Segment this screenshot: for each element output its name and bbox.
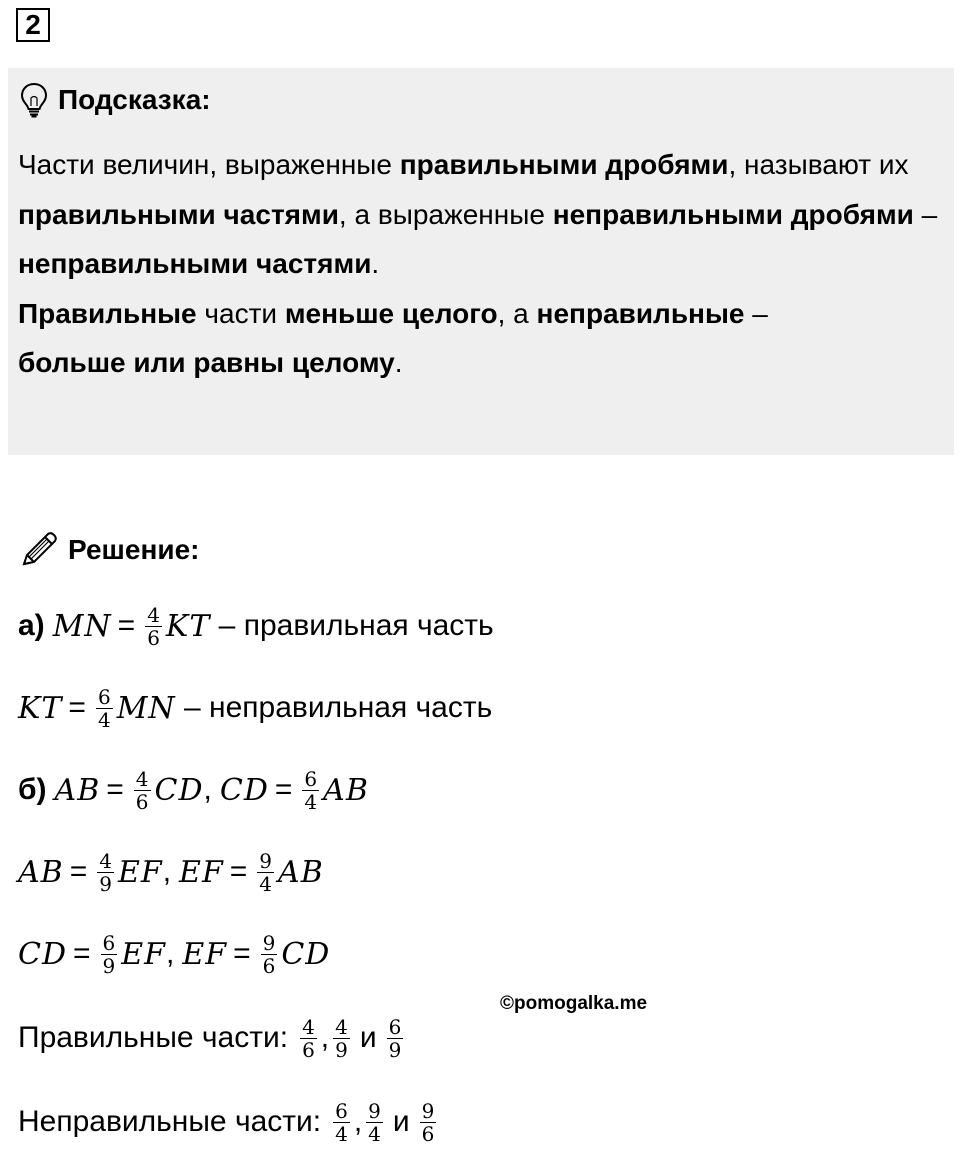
- fraction-numerator: 6: [304, 766, 318, 791]
- hint-term-proper-fractions: правильными дробями: [399, 149, 729, 180]
- fraction: [96, 686, 113, 731]
- fraction: [257, 850, 274, 895]
- fraction: [101, 932, 118, 977]
- fraction-denominator: 9: [335, 1037, 348, 1062]
- hint-text-segment: –: [913, 198, 938, 230]
- fraction-numerator: 9: [259, 848, 273, 873]
- fraction-denominator: 4: [335, 1121, 348, 1146]
- equals-sign: =: [106, 773, 124, 806]
- proper-parts-line: [18, 1008, 407, 1068]
- fraction-denominator: 9: [102, 953, 116, 978]
- solution-line-b3: [18, 924, 330, 984]
- fraction-numerator: 4: [335, 1014, 348, 1039]
- fraction-numerator: 4: [135, 766, 149, 791]
- hint-text-segment: Части величин, выраженные: [18, 149, 400, 180]
- separator: ,: [166, 937, 175, 970]
- line-comment: – неправильная часть: [175, 691, 493, 724]
- math-variable: CD: [18, 936, 68, 972]
- fraction: [300, 1016, 317, 1061]
- math-variable: AB: [323, 772, 369, 808]
- equals-sign: =: [233, 937, 251, 970]
- fraction-numerator: 6: [97, 684, 111, 709]
- hint-term-greater-or-equal: больше или равны целому: [18, 347, 395, 378]
- separator: ,: [353, 1105, 363, 1138]
- math-variable: CD: [281, 936, 331, 972]
- hint-term-improper-parts: неправильными частями: [18, 248, 372, 279]
- math-variable: CD: [154, 772, 204, 808]
- solution-line-a2: [18, 678, 492, 738]
- fraction-numerator: 6: [335, 1098, 348, 1123]
- fraction-denominator: 6: [135, 789, 149, 814]
- hint-text-segment: части: [196, 297, 285, 329]
- fraction-denominator: 6: [262, 953, 276, 978]
- fraction-denominator: 4: [368, 1121, 381, 1146]
- fraction: [366, 1100, 383, 1145]
- math-variable: MN: [52, 608, 112, 644]
- hint-box: [8, 68, 954, 455]
- hint-text-segment: –: [744, 297, 768, 329]
- fraction: [333, 1100, 350, 1145]
- math-variable: AB: [278, 854, 324, 890]
- improper-parts-line: [18, 1092, 440, 1152]
- lightbulb-icon: [20, 82, 48, 118]
- fraction-numerator: 4: [147, 602, 160, 627]
- fraction-denominator: 6: [147, 625, 160, 650]
- equals-sign: =: [73, 937, 91, 970]
- fraction-denominator: 6: [302, 1037, 315, 1062]
- fraction-numerator: 6: [102, 930, 116, 955]
- hint-term-proper: Правильные: [18, 297, 197, 329]
- equals-sign: =: [117, 609, 136, 642]
- fraction-numerator: 9: [421, 1098, 435, 1123]
- hint-term-improper-fractions: неправильными дробями: [552, 198, 914, 230]
- separator: ,: [162, 855, 172, 888]
- fraction: [333, 1016, 350, 1061]
- part-label-b: б): [18, 773, 47, 806]
- fraction-denominator: 9: [99, 871, 112, 896]
- hint-text-segment: .: [371, 248, 380, 279]
- hint-text: [18, 140, 938, 388]
- hint-text-segment: , а выраженные: [338, 198, 553, 230]
- fraction: [261, 932, 278, 977]
- fraction: [387, 1016, 404, 1061]
- fraction: [420, 1100, 437, 1145]
- conjunction: и: [359, 1021, 377, 1054]
- hint-term-improper: неправильные: [536, 297, 745, 329]
- conjunction: и: [392, 1105, 410, 1138]
- separator: ,: [203, 773, 212, 806]
- copyright-watermark: ©pomogalka.me: [500, 993, 648, 1014]
- fraction: [145, 604, 162, 649]
- pencil-icon: [18, 530, 60, 570]
- hint-text-segment: , называют их: [728, 149, 909, 180]
- line-comment: – правильная часть: [210, 609, 494, 642]
- equals-sign: =: [274, 773, 293, 806]
- task-number: 2: [16, 8, 50, 42]
- solution-line-b: [18, 760, 369, 820]
- hint-term-less-than-whole: меньше целого: [284, 297, 498, 329]
- part-label-a: а): [18, 609, 45, 642]
- fraction-numerator: 6: [388, 1014, 402, 1039]
- math-variable: AB: [18, 854, 64, 890]
- fraction-denominator: 6: [421, 1121, 435, 1146]
- math-variable: EF: [179, 854, 224, 890]
- solution-line-b2: [18, 842, 324, 902]
- math-variable: EF: [117, 854, 163, 890]
- hint-title: Подсказка:: [58, 84, 211, 115]
- math-variable: EF: [121, 936, 166, 972]
- hint-term-proper-parts: правильными частями: [18, 198, 339, 230]
- hint-header: [20, 82, 211, 118]
- proper-parts-label: Правильные части:: [18, 1021, 289, 1054]
- fraction-denominator: 4: [259, 871, 273, 896]
- fraction-numerator: 4: [99, 848, 112, 873]
- fraction-numerator: 9: [368, 1098, 381, 1123]
- fraction-denominator: 4: [304, 789, 318, 814]
- improper-parts-label: Неправильные части:: [18, 1105, 322, 1138]
- equals-sign: =: [68, 691, 86, 724]
- math-variable: EF: [182, 936, 228, 972]
- equals-sign: =: [229, 855, 248, 888]
- equals-sign: =: [69, 855, 88, 888]
- hint-text-segment: , а: [497, 297, 537, 329]
- math-variable: MN: [116, 690, 176, 726]
- math-variable: CD: [219, 772, 269, 808]
- fraction-numerator: 4: [302, 1014, 315, 1039]
- fraction: [134, 768, 151, 813]
- math-variable: KT: [18, 690, 63, 726]
- math-variable: AB: [54, 772, 101, 808]
- math-variable: KT: [165, 608, 211, 644]
- fraction: [97, 850, 114, 895]
- fraction-numerator: 9: [262, 930, 276, 955]
- separator: ,: [320, 1021, 330, 1054]
- fraction-denominator: 4: [97, 707, 111, 732]
- solution-title: Решение:: [68, 534, 200, 565]
- solution-line-a: [18, 596, 494, 656]
- solution-header: [18, 530, 199, 570]
- fraction-denominator: 9: [388, 1037, 402, 1062]
- fraction: [302, 768, 319, 813]
- hint-text-segment: .: [394, 347, 403, 378]
